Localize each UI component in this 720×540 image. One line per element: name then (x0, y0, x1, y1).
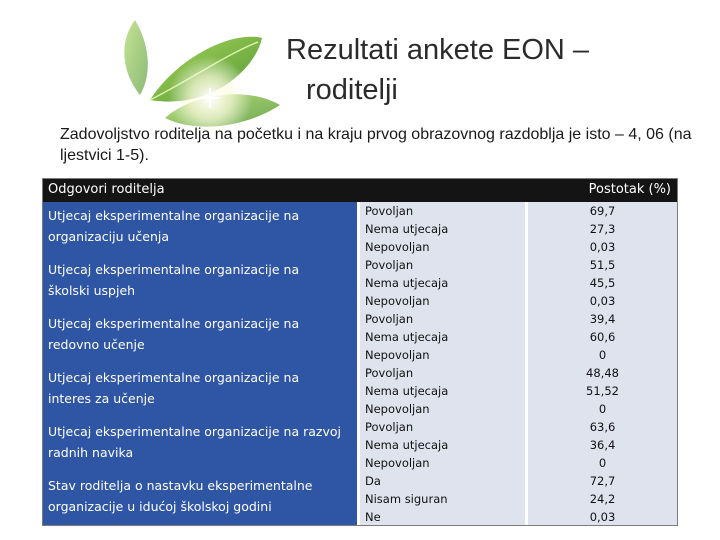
answer-label: Nepovoljan (365, 348, 430, 362)
table-body (43, 202, 677, 525)
answer-label: Nepovoljan (365, 456, 430, 470)
percentage-value: 45,5 (589, 276, 616, 290)
percentage-value: 0,03 (589, 240, 616, 254)
table-header (43, 179, 677, 202)
percentage-value: 36,4 (589, 438, 616, 452)
percentage-value: 39,4 (589, 312, 616, 326)
answer-label: Da (365, 474, 381, 488)
percentage-value: 0 (598, 348, 607, 362)
percentage-value: 69,7 (589, 204, 616, 218)
answer-label: Nema utjecaja (365, 330, 449, 344)
percentage-column (525, 202, 677, 525)
percentage-value: 60,6 (589, 330, 616, 344)
slide-subtitle: Zadovoljstvo roditelja na početku i na kraju prvog obrazovnog razdoblja je isto – 4, 06 (na ljestvici 1-5). (60, 126, 692, 164)
answer-label: Nepovoljan (365, 294, 430, 308)
percentage-value: 0,03 (589, 294, 616, 308)
question-label: Utjecaj eksperimentalne organizacije na školski uspjeh (48, 262, 300, 298)
answer-label: Nisam siguran (365, 492, 448, 506)
percentage-value: 51,5 (589, 258, 616, 272)
answer-label: Nepovoljan (365, 402, 430, 416)
question-column (43, 202, 357, 525)
percentage-value: 0,03 (589, 510, 616, 524)
question-label: Utjecaj eksperimentalne organizacije na organizaciju učenja (48, 208, 300, 244)
percentage-value: 0 (598, 402, 607, 416)
question-label: Utjecaj eksperimentalne organizacije na interes za učenje (48, 370, 300, 406)
question-label: Stav roditelja o nastavku eksperimentalne organizacije u idućoj školskoj godini (48, 478, 313, 514)
answer-label: Povoljan (365, 420, 414, 434)
answer-label: Povoljan (365, 258, 414, 272)
percentage-value: 48,48 (586, 366, 619, 380)
answer-label: Povoljan (365, 204, 414, 218)
percentage-value: 63,6 (589, 420, 616, 434)
answer-label: Nema utjecaja (365, 384, 449, 398)
title-line-2: roditelji (306, 74, 398, 106)
percentage-value: 27,3 (589, 222, 616, 236)
header-left-label: Odgovori roditelja (48, 182, 165, 197)
slide-title (260, 30, 700, 110)
question-label: Utjecaj eksperimentalne organizacije na redovno učenje (48, 316, 300, 352)
percentage-value: 51,52 (586, 384, 619, 398)
percentage-value: 24,2 (589, 492, 616, 506)
title-line-1: Rezultati ankete EON – (286, 34, 590, 66)
answer-label: Nema utjecaja (365, 276, 449, 290)
answer-label: Nema utjecaja (365, 222, 449, 236)
answer-label: Nepovoljan (365, 240, 430, 254)
answer-label: Nema utjecaja (365, 438, 449, 452)
answer-label: Povoljan (365, 366, 414, 380)
header-right-label: Postotak (%) (588, 182, 671, 197)
answer-label: Ne (365, 510, 381, 524)
results-table (42, 178, 678, 526)
answer-column (357, 202, 525, 525)
answer-label: Povoljan (365, 312, 414, 326)
percentage-value: 0 (598, 456, 607, 470)
question-label: Utjecaj eksperimentalne organizacije na razvoj radnih navika (48, 424, 341, 460)
percentage-value: 72,7 (589, 474, 616, 488)
